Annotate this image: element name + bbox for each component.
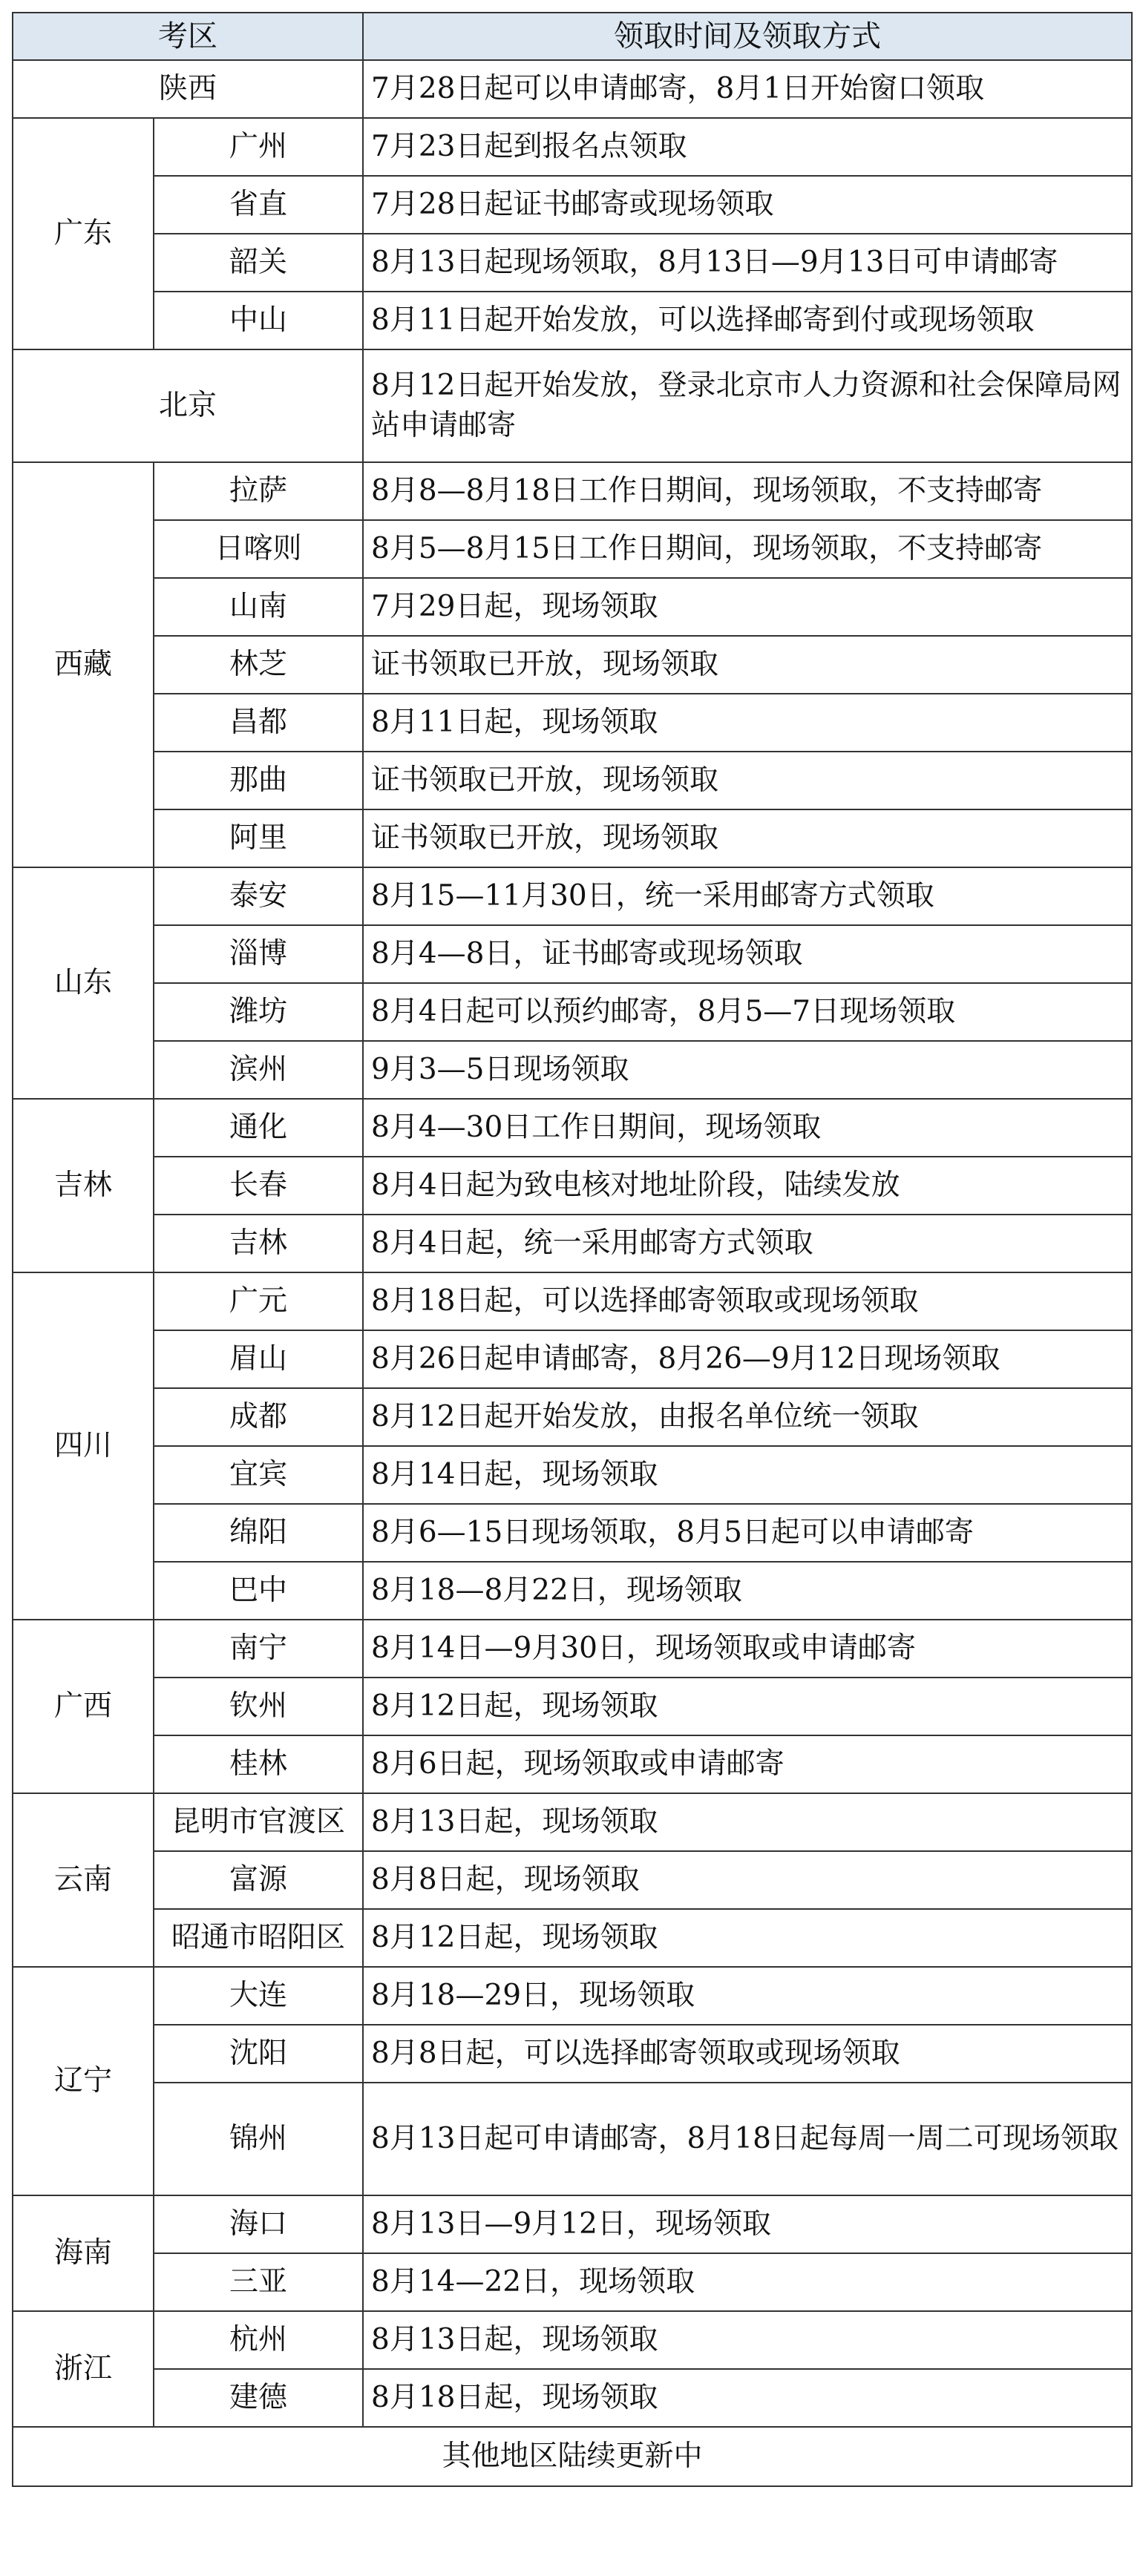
method-cell: 7月28日起可以申请邮寄，8月1日开始窗口领取 [363,60,1132,118]
table-header [13,13,1132,60]
method-cell: 证书领取已开放，现场领取 [363,809,1132,867]
table-row [13,2025,1132,2083]
table-row [13,867,1132,925]
province-cell: 广东 [13,118,154,349]
city-cell: 泰安 [154,867,363,925]
method-cell: 8月13日—9月12日，现场领取 [363,2195,1132,2253]
table-row [13,1909,1132,1967]
method-cell: 8月14日—9月30日，现场领取或申请邮寄 [363,1620,1132,1678]
table-row [13,1330,1132,1388]
table-row [13,2311,1132,2369]
method-cell: 8月13日起，现场领取 [363,2311,1132,2369]
city-cell: 富源 [154,1851,363,1909]
city-cell: 林芝 [154,636,363,694]
method-cell: 8月13日起，现场领取 [363,1793,1132,1851]
method-cell: 8月8—8月18日工作日期间，现场领取，不支持邮寄 [363,462,1132,520]
table-row [13,2369,1132,2427]
method-cell: 8月5—8月15日工作日期间，现场领取，不支持邮寄 [363,520,1132,578]
method-cell: 8月15—11月30日，统一采用邮寄方式领取 [363,867,1132,925]
table-row [13,60,1132,118]
method-cell: 8月11日起开始发放，可以选择邮寄到付或现场领取 [363,292,1132,349]
city-cell: 昌都 [154,694,363,752]
table-row [13,636,1132,694]
method-cell: 7月23日起到报名点领取 [363,118,1132,176]
header-method: 领取时间及领取方式 [363,13,1132,60]
table-row [13,752,1132,809]
table-row [13,1099,1132,1157]
table-row [13,1678,1132,1735]
method-cell: 证书领取已开放，现场领取 [363,636,1132,694]
method-cell: 8月4日起，统一采用邮寄方式领取 [363,1215,1132,1272]
table-row [13,578,1132,636]
city-cell: 巴中 [154,1562,363,1620]
city-cell: 日喀则 [154,520,363,578]
table-row [13,1446,1132,1504]
city-cell: 广元 [154,1272,363,1330]
method-cell: 8月4—8日，证书邮寄或现场领取 [363,925,1132,983]
city-cell: 拉萨 [154,462,363,520]
province-cell: 陕西 [13,60,363,118]
city-cell: 阿里 [154,809,363,867]
city-cell: 中山 [154,292,363,349]
city-cell: 通化 [154,1099,363,1157]
method-cell: 8月4—30日工作日期间，现场领取 [363,1099,1132,1157]
city-cell: 省直 [154,176,363,234]
table-row [13,925,1132,983]
table-row [13,2253,1132,2311]
table-row [13,694,1132,752]
method-cell: 8月11日起，现场领取 [363,694,1132,752]
method-cell: 8月18—8月22日，现场领取 [363,1562,1132,1620]
table-row [13,1793,1132,1851]
table-row [13,176,1132,234]
province-cell: 辽宁 [13,1967,154,2195]
table-row [13,520,1132,578]
table-row [13,1735,1132,1793]
table-row [13,1041,1132,1099]
table-row [13,809,1132,867]
city-cell: 锦州 [154,2083,363,2195]
province-cell: 山东 [13,867,154,1099]
city-cell: 杭州 [154,2311,363,2369]
province-cell: 西藏 [13,462,154,867]
city-cell: 广州 [154,118,363,176]
method-cell: 8月12日起开始发放，登录北京市人力资源和社会保障局网站申请邮寄 [363,349,1132,462]
city-cell: 眉山 [154,1330,363,1388]
table-row [13,234,1132,292]
method-cell: 8月4日起可以预约邮寄，8月5—7日现场领取 [363,983,1132,1041]
province-cell: 海南 [13,2195,154,2311]
method-cell: 8月14日起，现场领取 [363,1446,1132,1504]
city-cell: 钦州 [154,1678,363,1735]
city-cell: 昭通市昭阳区 [154,1909,363,1967]
method-cell: 8月6—15日现场领取，8月5日起可以申请邮寄 [363,1504,1132,1562]
table-row [13,292,1132,349]
city-cell: 海口 [154,2195,363,2253]
header-region: 考区 [13,13,363,60]
method-cell: 8月18—29日，现场领取 [363,1967,1132,2025]
city-cell: 潍坊 [154,983,363,1041]
city-cell: 淄博 [154,925,363,983]
city-cell: 昆明市官渡区 [154,1793,363,1851]
city-cell: 滨州 [154,1041,363,1099]
table-row [13,1851,1132,1909]
province-cell: 云南 [13,1793,154,1967]
table-row [13,983,1132,1041]
table-row [13,1967,1132,2025]
province-cell: 吉林 [13,1099,154,1272]
table-row [13,1157,1132,1215]
table-footer [13,2427,1132,2486]
province-cell: 四川 [13,1272,154,1620]
city-cell: 绵阳 [154,1504,363,1562]
city-cell: 桂林 [154,1735,363,1793]
table-row [13,2195,1132,2253]
table-row [13,1504,1132,1562]
method-cell: 7月29日起，现场领取 [363,578,1132,636]
city-cell: 长春 [154,1157,363,1215]
method-cell: 8月18日起，可以选择邮寄领取或现场领取 [363,1272,1132,1330]
header-row [13,13,1132,60]
method-cell: 8月6日起，现场领取或申请邮寄 [363,1735,1132,1793]
city-cell: 韶关 [154,234,363,292]
method-cell: 8月14—22日，现场领取 [363,2253,1132,2311]
method-cell: 9月3—5日现场领取 [363,1041,1132,1099]
method-cell: 8月13日起可申请邮寄，8月18日起每周一周二可现场领取 [363,2083,1132,2195]
province-cell: 北京 [13,349,363,462]
table-row [13,118,1132,176]
city-cell: 山南 [154,578,363,636]
city-cell: 宜宾 [154,1446,363,1504]
table-row [13,462,1132,520]
method-cell: 8月26日起申请邮寄，8月26—9月12日现场领取 [363,1330,1132,1388]
city-cell: 成都 [154,1388,363,1446]
method-cell: 8月18日起，现场领取 [363,2369,1132,2427]
method-cell: 证书领取已开放，现场领取 [363,752,1132,809]
table-row [13,349,1132,462]
method-cell: 8月13日起现场领取，8月13日—9月13日可申请邮寄 [363,234,1132,292]
city-cell: 沈阳 [154,2025,363,2083]
table-row [13,1388,1132,1446]
city-cell: 南宁 [154,1620,363,1678]
city-cell: 吉林 [154,1215,363,1272]
city-cell: 那曲 [154,752,363,809]
city-cell: 大连 [154,1967,363,2025]
certificate-collection-table [12,12,1133,2487]
city-cell: 三亚 [154,2253,363,2311]
table-row [13,2083,1132,2195]
method-cell: 8月8日起，可以选择邮寄领取或现场领取 [363,2025,1132,2083]
method-cell: 7月28日起证书邮寄或现场领取 [363,176,1132,234]
table-row [13,1215,1132,1272]
method-cell: 8月12日起，现场领取 [363,1909,1132,1967]
method-cell: 8月8日起，现场领取 [363,1851,1132,1909]
table-row [13,1620,1132,1678]
table-body [13,60,1132,2427]
province-cell: 广西 [13,1620,154,1793]
method-cell: 8月4日起为致电核对地址阶段，陆续发放 [363,1157,1132,1215]
footer-row [13,2427,1132,2486]
table-row [13,1562,1132,1620]
footer-note: 其他地区陆续更新中 [13,2427,1132,2486]
table-row [13,1272,1132,1330]
city-cell: 建德 [154,2369,363,2427]
method-cell: 8月12日起开始发放，由报名单位统一领取 [363,1388,1132,1446]
method-cell: 8月12日起，现场领取 [363,1678,1132,1735]
province-cell: 浙江 [13,2311,154,2427]
